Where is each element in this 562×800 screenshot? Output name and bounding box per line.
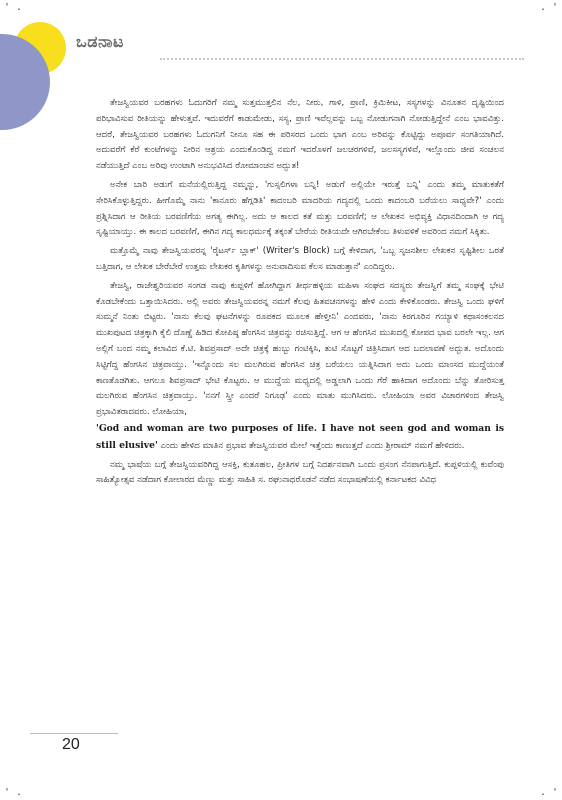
article-body [96,96,504,492]
paragraph-4-text: ತೇಜಸ್ವಿ, ರಾಜೇಶ್ವರಿಯವರ ಸಂಗಡ ನಾವು ಕುಪ್ಪಳಿಗೆ ಹೋಗಿದ್ದಾಗ ತೀರ್ಥಹಳ್ಳಿಯ ಮಹಿಳಾ ಸಂಘದ ಸದಸ್ಯರು ತೇಜಸ್ವಿಗೆ ತಮ್ಮ ಸಂಘಕ್ಕೆ ಭೇಟಿ ಕೊಡಬೇಕೆಂದು ಒತ್ತಾಯಿಸಿದರು. ಅಲ್ಲಿ ಅವರು ತೇಜಸ್ವಿಯವರನ್ನ ನಮಗೆ ಕೆಲವು ಹಿತವಚನಗಳನ್ನು ಹೇಳಿ ಎಂದು ಕೇಳಿಕೊಂಡರು. ತೇಜಸ್ವಿ ಒಂದು ಘಳಿಗೆ ಸುಮ್ಮನೆ ನಿಂತು ಬಿಟ್ಟರು. 'ನಾನು ಕೆಲವು ಘಟನೆಗಳನ್ನು ರೂಪಕದ ಮೂಲಕ ಹೇಳ್ತೀನಿ' ಎಂದವರು, 'ನಾನು ಕಿರಗೂರಿನ ಗಯ್ಯಾಳಿ ಕಥಾಸಂಕಲನದ ಮುಖಪುಟದ ಚಿತ್ರಕ್ಕಾಗಿ ಕೈಲಿ ದೊಣ್ಣೆ ಹಿಡಿದ ಕೋಪಿಷ್ಠ ಹೆಂಗಸಿನ ಚಿತ್ರವನ್ನು ರಚಿಸುತ್ತಿದ್ದೆ. ಆಗ ಆ ಹೆಂಗಸಿನ ಮುಖದಲ್ಲಿ ಕೋಪದ ಭಾವ ಬರಲೇ ಇಲ್ಲ. ಆಗ ಅಲ್ಲಿಗೆ ಬಂದ ನಮ್ಮ ಕಲಾವಿದ ಕೆ.ಟಿ. ಶಿವಪ್ರಸಾದ್ ಅದೇ ಚಿತ್ರಕ್ಕೆ ಹುಬ್ಬು ಗಂಟಿಕ್ಕಿಸಿ, ತುಟಿ ಸೊಟ್ಟಗೆ ಚಿತ್ರಿಸಿದಾಗ ಆದ ಬದಲಾವಣೆ ಅದ್ಭುತ. ಅದೊಂದು ಸಿಟ್ಟಿಗೆದ್ದ ಹೆಂಗಸಿನ ಚಿತ್ರವಾಯ್ತು. 'ಇನ್ನೊಂದು ಸಲ ಮಲಗಿರುವ ಹೆಂಗಸಿನ ಚಿತ್ರ ಬರೆಯಲು ಯತ್ನಿಸಿದಾಗ ಅದು ಒಂದು ಮಾಂಸದ ಮುದ್ದೆಯಂತೆ ಕಾಣತೊಡಗಿತು. ಆಗಲೂ ಶಿವಪ್ರಸಾದ್ ಭೇಟಿ ಕೊಟ್ಟರು. ಆ ಮುದ್ದೆಯ ಮಧ್ಯದಲ್ಲಿ ಅಡ್ಡಲಾಗಿ ಒಂದು ಗೆರೆ ಹಾಕಿದಾಗ ಅದೊಂದು ಬೆನ್ನು ತೋರಿಸುತ್ತ ಮಲಗಿರುವ ಹೆಂಗಸಿನ ಚಿತ್ರವಾಯ್ತು. 'ನನಗೆ ಸ್ತ್ರೀ ಎಂದರೆ ನಿಗೂಢ' ಎಂದು ಮಾತು ಮುಗಿಸಿದರು. ಲೋಹಿಯಾ ಅವರ ವಿಚಾರಗಳಿಂದ ತೇಜಸ್ವಿ ಪ್ರಭಾವಿತರಾದವರು. ಲೋಹಿಯಾ, [96,280,504,418]
crop-mark-bottom-left: ' . [4,787,23,798]
paragraph-2: ಅನೇಕ ಬಾರಿ ಅಡುಗೆ ಮನೆಯಲ್ಲಿರುತ್ತಿದ್ದ ನಮ್ಮನ್ನು, 'ಗುಸ್ಸಲಿಗಳಾ ಬನ್ನಿ! ಅಡುಗೆ ಅಲ್ಲಿಯೇ ಇರುತ್ತೆ ಬನ್ನಿ' ಎಂದು ತಮ್ಮ ಮಾತುಕತೆಗೆ ಸೇರಿಸಿಕೊಳ್ಳುತ್ತಿದ್ದರು. ಹೀಗೊಮ್ಮೆ ನಾನು 'ಕಾನೂರು ಹೆಗ್ಗಡಿತಿ' ಕಾದಂಬರಿ ಮಾದರಿಯ ಗದ್ಯದಲ್ಲಿ ಒಂದು ಕಾದಂಬರಿ ಬರೆಯಲು ಸಾಧ್ಯವೇ?' ಎಂದು ಪ್ರಶ್ನಿಸಿದಾಗ ಆ ರೀತಿಯ ಬರವಣಿಗೆಯ ಅಗತ್ಯ ಈಗಿಲ್ಲ. ಅದು ಆ ಕಾಲದ ಕತೆ ಮತ್ತು ಬರವಣಿಗೆ; ಆ ಲೇಖಕನ ಅಭಿವ್ಯಕ್ತಿ ವಿಧಾನದಿಂದಾಗಿ ಆ ಗದ್ಯ ಸೃಷ್ಟಿಯಾಯ್ತು. ಈ ಕಾಲದ ಬರವಣಿಗೆ, ಈಗಿನ ಗದ್ಯ ಕಾಲಧರ್ಮಕ್ಕೆ ತಕ್ಕಂತೆ ಬೇರೆಯ ರೀತಿಯದೇ ಆಗಿರಬೇಕೆಂಬ ತಿಳುವಳಿಕೆ ಅವರಿಂದ ನಮಗೆ ಸಿಕ್ಕಿತು. [96,179,504,238]
page-number: 20 [62,736,80,753]
paragraph-4 [96,279,504,455]
crop-mark-top-left: ' . [4,2,23,13]
paragraph-4-continuation: ಎಂದು ಹೇಳಿದ ಮಾತಿನ ಪ್ರಭಾವ ತೇಜಸ್ವಿಯವರ ಮೇಲೆ ಇತ್ತೆಂದು ಕಾಣುತ್ತದೆ ಎಂದು ಶ್ರೀರಾಮ್ ನಮಗೆ ಹೇಳಿದರು. [157,440,465,451]
paragraph-5: ನಮ್ಮ ಭಾಷೆಯ ಬಗ್ಗೆ ತೇಜಸ್ವಿಯವರಿಗಿದ್ದ ಆಸಕ್ತಿ, ಕುತೂಹಲ, ಪ್ರೀತಿಗಳ ಬಗ್ಗೆ ನಿದರ್ಶನವಾಗಿ ಒಂದು ಪ್ರಸಂಗ ನೆನಪಾಗುತ್ತಿದೆ. ಕುಪ್ಪಳಿಯಲ್ಲಿ ಕುವೆಂಪು ಸಾಹಿತ್ಯೋತ್ಸವ ನಡೆದಾಗ ಕೋಲಾರದ ಮೆಣ್ಣು ಮತ್ತು ಸಾಹಿತಿ ಸ. ರಘುನಾಥರೊಡನೆ ನಡೆದ ಸಂಭಾಷಣೆಯಲ್ಲಿ ಕರ್ನಾಟಕದ ವಿವಿಧ [96,459,504,486]
crop-mark-bottom-right: . ' [539,787,558,798]
footer-rule [30,733,118,734]
paragraph-1: ತೇಜಸ್ವಿಯವರ ಬರಹಗಳು ಓದುಗರಿಗೆ ನಮ್ಮ ಸುತ್ತಮುತ್ತಲಿನ ನೆಲ, ನೀರು, ಗಾಳಿ, ಪ್ರಾಣಿ, ಕ್ರಿಮಿಕೀಟ, ಸಸ್ಯಗಳನ್ನು ವಿನೂತನ ದೃಷ್ಟಿಯಿಂದ ಪರಿಭಾವಿಸುವ ರೀತಿಯನ್ನು ಹೇಳುತ್ತವೆ. ಇದುವರೆಗೆ ಕಾಡುಮೇಡು, ಸಸ್ಯ, ಪ್ರಾಣಿ ಇವೆಲ್ಲವನ್ನು ಒಬ್ಬ ನೋಡುಗನಾಗಿ ನೋಡುತ್ತಿದ್ದೇನೆ ಎಂಬ ಭಾವವಿತ್ತು. ಆದರೆ, ತೇಜಸ್ವಿಯವರ ಬರಹಗಳು ಓದುಗನಿಗೆ ನೀನೂ ಸಹ ಈ ಪರಿಸರದ ಒಂದು ಭಾಗ ಎಂಬ ಅರಿವನ್ನು ಕೊಟ್ಟಿದ್ದು ಅಪೂರ್ವ ಸಂಗತಿಯಾಗಿದೆ. ಅದುವರೆಗೆ ಕೆರೆ ಕುಂಟೆಗಳನ್ನು ನೀರಿನ ಆಶ್ರಯ ಎಂದುಕೊಂಡಿದ್ದ ನಮಗೆ ಇದರೊಳಗೆ ಜಲಚರಗಳಿವೆ, ಜಲಸಸ್ಯಗಳಿವೆ, ಇಲ್ಲೊಂದು ಜೀವ ಸಂಚಲನ ನಡೆಯುತ್ತಿದೆ ಎಂಬ ಅರಿವು ಉಂಟಾಗಿ ಅನುಭವಿಸಿದ ರೋಮಾಂಚನ ಅದ್ಭುತ! [96,98,504,172]
header-dotted-rule [160,58,524,60]
english-quote: 'God and woman are two purposes of life. I have not seen god and woman is still elusive' [96,422,504,451]
crop-mark-top-right: . ' [539,2,558,13]
paragraph-3: ಮತ್ತೊಮ್ಮೆ ನಾವು ತೇಜಸ್ವಿಯವರನ್ನ 'ರೈಟರ್ಸ್ ಬ್ಲಾಕ್' (Writer's Block) ಬಗ್ಗೆ ಕೇಳಿದಾಗ, 'ಒಬ್ಬ ಸೃಜನಶೀಲ ಲೇಖಕನ ಸೃಷ್ಟಿಶೀಲ ಒರತೆ ಬತ್ತಿದಾಗ, ಆ ಲೇಖಕ ಬೇರೆಬೇರೆ ಉತ್ತಮ ಲೇಖಕರ ಕೃತಿಗಳನ್ನು ಅನುವಾದಿಸುವ ಕೆಲಸ ಮಾಡುತ್ತಾನೆ' ಎಂದಿದ್ದರು. [96,246,504,272]
section-title: ಒಡನಾಟ [76,32,124,51]
